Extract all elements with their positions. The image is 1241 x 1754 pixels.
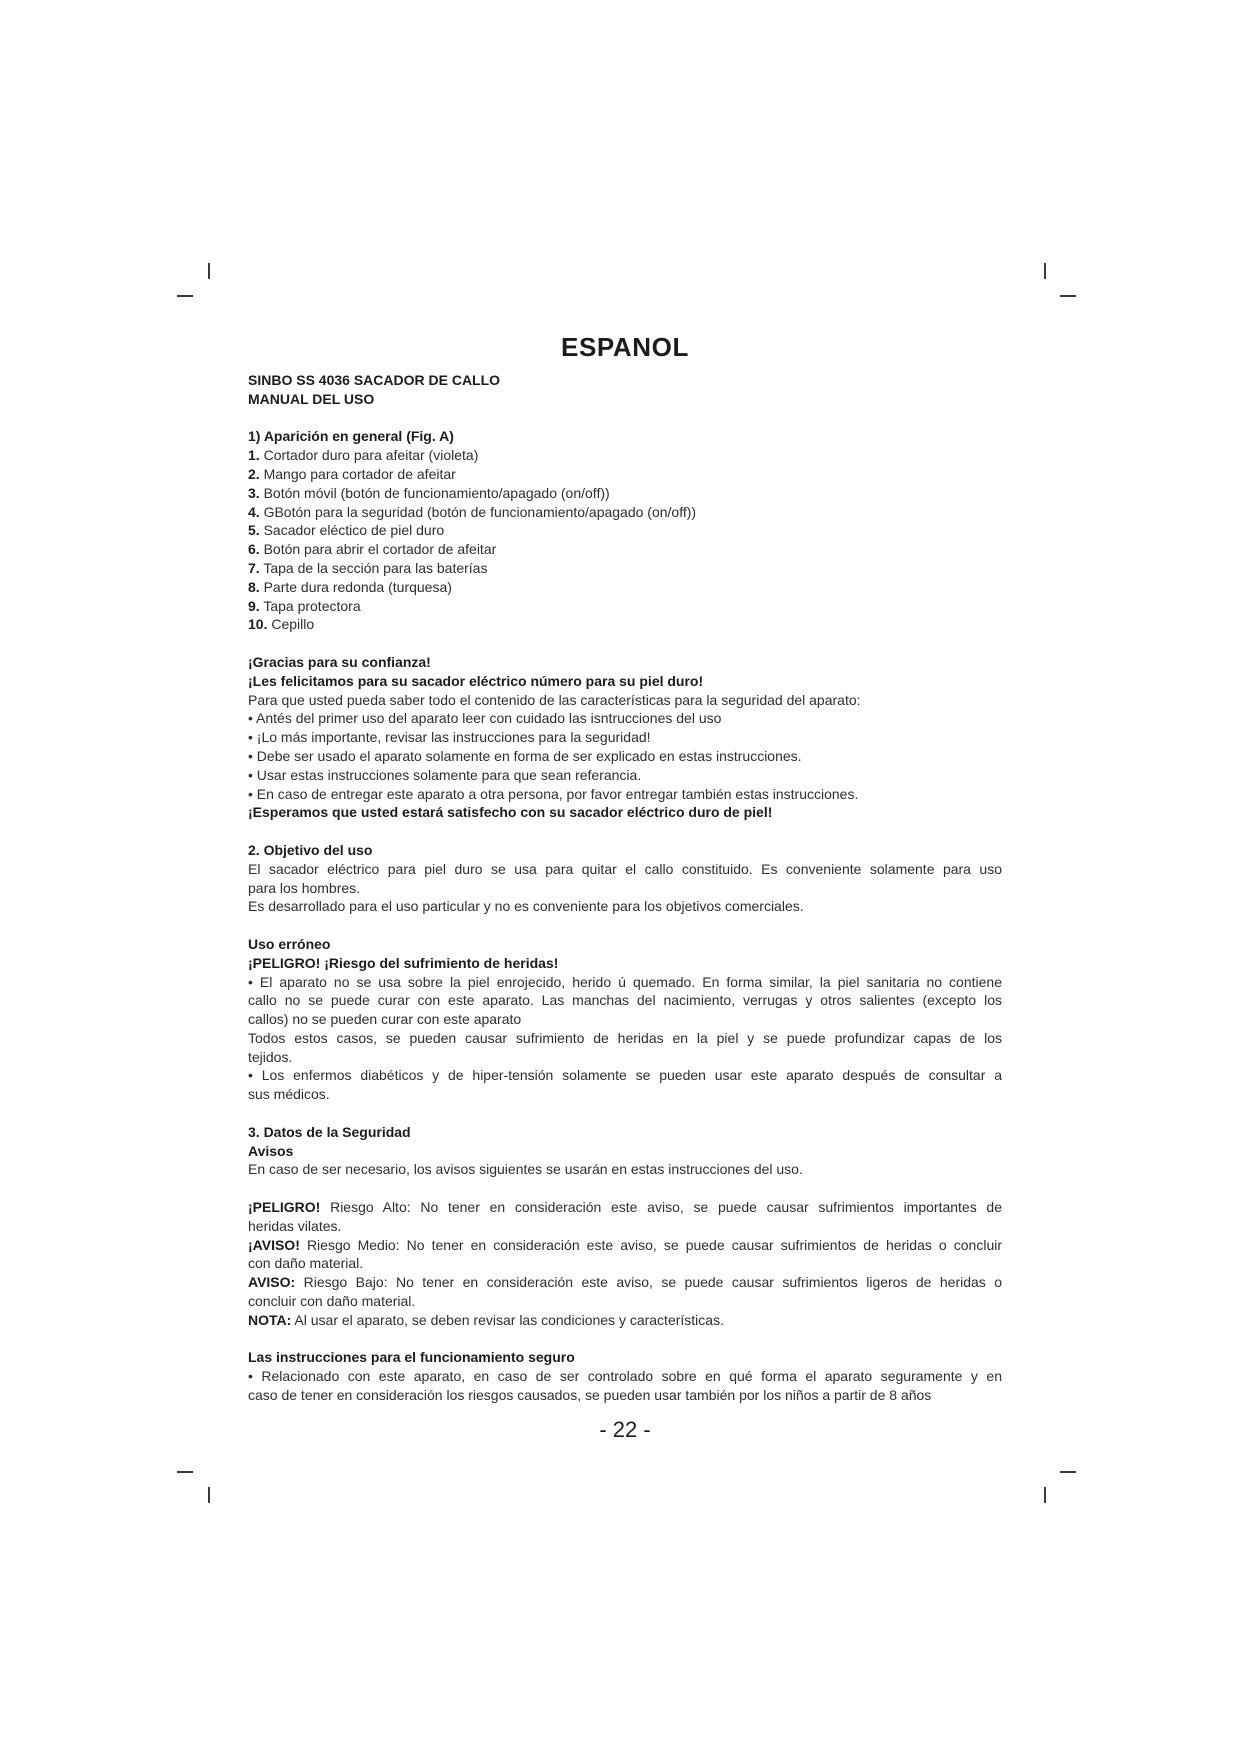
appearance-item: [248, 503, 1002, 522]
paragraph-spacer: [248, 1330, 1002, 1349]
thanks-bullet: • Debe ser usado el aparato solamente en forma de ser explicado en estas instrucciones.: [248, 747, 802, 764]
document-body: [248, 371, 1002, 1405]
appearance-item: [248, 615, 1002, 634]
appearance-item: [248, 465, 1002, 484]
crop-mark-bottom-right-vertical: [1044, 1487, 1046, 1503]
crop-mark-top-left-horizontal: [177, 295, 193, 297]
safety-heading: 3. Datos de la Seguridad: [248, 1123, 411, 1140]
item-number: 8.: [248, 578, 260, 595]
appearance-item: [248, 446, 1002, 465]
safe-operation-line: caso de tener en consideración los riesgos causados, se pueden usar también por los niños a partir de 8 años: [248, 1387, 932, 1404]
item-number: 9.: [248, 597, 260, 614]
paragraph-spacer: [248, 916, 1002, 935]
page-title: ESPANOL: [561, 332, 689, 362]
page-number: - 22 -: [599, 1417, 651, 1442]
warning-level-notice: [248, 1273, 1002, 1292]
item-text: Sacador eléctico de piel duro: [263, 522, 445, 539]
misuse-line: tejidos.: [248, 1048, 293, 1065]
thanks-bullet: • En caso de entregar este aparato a otra persona, por favor entregar también estas instrucciones.: [248, 785, 859, 802]
misuse-heading: Uso erróneo: [248, 935, 331, 952]
item-number: 1.: [248, 447, 260, 464]
appearance-heading: 1) Aparición en general (Fig. A): [248, 428, 454, 445]
item-text: GBotón para la seguridad (botón de funcionamiento/apagado (on/off)): [263, 503, 697, 520]
paragraph-spacer: [248, 1104, 1002, 1123]
item-number: 2.: [248, 465, 260, 482]
crop-mark-top-right-vertical: [1044, 263, 1046, 279]
safety-lead: En caso de ser necesario, los avisos siguientes se usarán en estas instrucciones del uso.: [248, 1161, 803, 1178]
item-text: Parte dura redonda (turquesa): [263, 578, 452, 595]
warning-label: AVISO:: [248, 1274, 296, 1291]
misuse-line: callo no se puede curar con este aparato. Las manchas del nacimiento, verrugas y otros salientes (excepto los: [248, 992, 1002, 1009]
misuse-line: callos) no se pueden curar con este aparato: [248, 1011, 522, 1028]
safety-subheading: Avisos: [248, 1142, 294, 1159]
item-number: 6.: [248, 541, 260, 558]
misuse-line: • El aparato no se usa sobre la piel enrojecido, herido ú quemado. En forma similar, la piel sanitaria no contiene: [248, 973, 1002, 990]
thanks-bullet: • Usar estas instrucciones solamente para que sean referancia.: [248, 766, 642, 783]
appearance-item: [248, 484, 1002, 503]
warning-level-danger: [248, 1198, 1002, 1217]
crop-mark-top-right-horizontal: [1060, 295, 1076, 297]
thanks-bullet: • Antés del primer uso del aparato leer con cuidado las isntrucciones del uso: [248, 710, 722, 727]
misuse-line: Todos estos casos, se pueden causar sufrimiento de heridas en la piel y se puede profundizar capas de los: [248, 1029, 1002, 1046]
product-title: SINBO SS 4036 SACADOR DE CALLO: [248, 372, 501, 388]
warning-text: Al usar el aparato, se deben revisar las condiciones y características.: [294, 1311, 724, 1328]
item-number: 7.: [248, 559, 260, 576]
warning-text: Riesgo Alto: No tener en consideración este aviso, se puede causar sufrimientos importantes de: [330, 1199, 1003, 1216]
purpose-line: Es desarrollado para el uso particular y no es conveniente para los objetivos comerciales.: [248, 898, 804, 915]
paragraph-spacer: [248, 1179, 1002, 1198]
item-number: 5.: [248, 522, 260, 539]
safe-operation-line: • Relacionado con este aparato, en caso de ser controlado sobre en qué forma el aparato seguramente y en: [248, 1368, 1002, 1385]
warning-text: Riesgo Medio: No tener en consideración este aviso, se puede causar sufrimientos de heridas o concluir: [306, 1236, 1003, 1253]
crop-mark-top-left-vertical: [208, 263, 210, 279]
purpose-heading: 2. Objetivo del uso: [248, 841, 373, 858]
warning-label: ¡AVISO!: [248, 1236, 300, 1253]
item-text: Botón móvil (botón de funcionamiento/apagado (on/off)): [263, 484, 610, 501]
item-number: 10.: [248, 616, 268, 633]
thanks-congrats: ¡Les felicitamos para su sacador eléctrico número para su piel duro!: [248, 672, 704, 689]
warning-continuation: con daño material.: [248, 1255, 364, 1272]
item-text: Botón para abrir el cortador de afeitar: [263, 541, 497, 558]
purpose-line: El sacador eléctrico para piel duro se usa para quitar el callo constituido. Es conveniente solamente para uso: [248, 860, 1002, 877]
misuse-danger-warning: ¡PELIGRO! ¡Riesgo del sufrimiento de heridas!: [248, 954, 559, 971]
item-number: 3.: [248, 484, 260, 501]
thanks-closing: ¡Esperamos que usted estará satisfecho con su sacador eléctrico duro de piel!: [248, 804, 773, 821]
crop-mark-bottom-right-horizontal: [1060, 1471, 1076, 1473]
thanks-lead: Para que usted pueda saber todo el contenido de las características para la seguridad del aparato:: [248, 691, 861, 708]
thanks-bullet: • ¡Lo más importante, revisar las instrucciones para la seguridad!: [248, 729, 651, 746]
item-text: Tapa de la sección para las baterías: [263, 559, 488, 576]
misuse-line: sus médicos.: [248, 1086, 330, 1103]
appearance-item: [248, 578, 1002, 597]
item-number: 4.: [248, 503, 260, 520]
warning-level-caution: [248, 1236, 1002, 1255]
appearance-item: [248, 521, 1002, 540]
item-text: Cepillo: [271, 616, 315, 633]
warning-level-note: [248, 1311, 1002, 1330]
item-text: Mango para cortador de afeitar: [263, 465, 456, 482]
item-text: Tapa protectora: [263, 597, 361, 614]
misuse-line: • Los enfermos diabéticos y de hiper-tensión solamente se pueden usar este aparato después de consultar a: [248, 1067, 1002, 1084]
warning-continuation: heridas vilates.: [248, 1217, 342, 1234]
paragraph-spacer: [248, 634, 1002, 653]
crop-mark-bottom-left-vertical: [208, 1487, 210, 1503]
paragraph-spacer: [248, 409, 1002, 428]
appearance-item: [248, 540, 1002, 559]
item-text: Cortador duro para afeitar (violeta): [263, 447, 479, 464]
paragraph-spacer: [248, 822, 1002, 841]
warning-continuation: concluir con daño material.: [248, 1293, 416, 1310]
warning-label: NOTA:: [248, 1311, 292, 1328]
appearance-item: [248, 597, 1002, 616]
appearance-item: [248, 559, 1002, 578]
thanks-title: ¡Gracias para su confianza!: [248, 653, 431, 670]
safe-operation-heading: Las instrucciones para el funcionamiento seguro: [248, 1349, 575, 1366]
warning-label: ¡PELIGRO!: [248, 1199, 321, 1216]
manual-title: MANUAL DEL USO: [248, 390, 375, 407]
warning-text: Riesgo Bajo: No tener en consideración este aviso, se puede causar sufrimientos ligeros de heridas o: [303, 1274, 1003, 1291]
crop-mark-bottom-left-horizontal: [177, 1471, 193, 1473]
purpose-line: para los hombres.: [248, 879, 361, 896]
